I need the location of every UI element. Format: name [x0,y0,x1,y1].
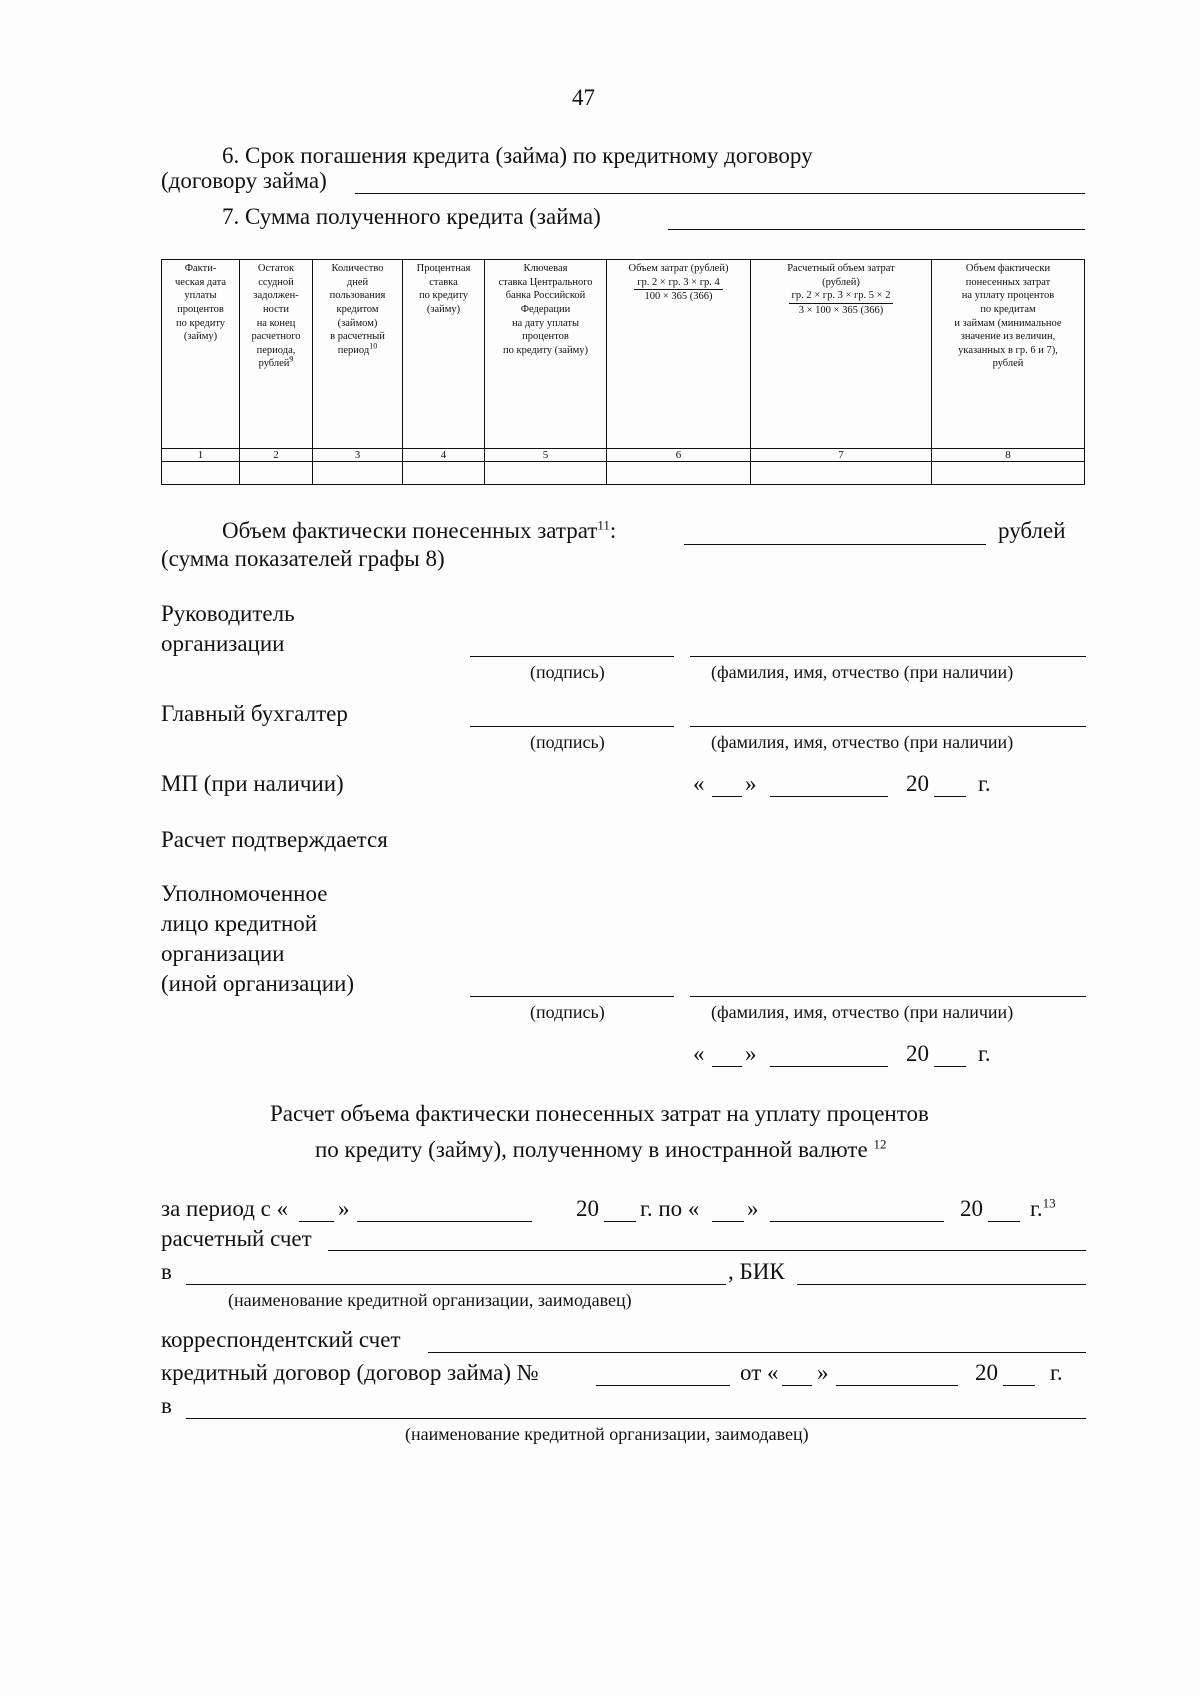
period-from-year-prefix: 20 [576,1196,599,1221]
contract-number-field[interactable] [596,1385,730,1386]
signature-caption: (подпись) [530,662,605,682]
name-caption: (фамилия, имя, отчество (при наличии) [711,1002,1014,1022]
column-number: 2 [240,449,313,462]
period-to-day-field[interactable] [712,1221,744,1222]
period-from-month-field[interactable] [357,1221,532,1222]
accountant-signature-field[interactable] [470,726,674,727]
item-7-label: 7. Сумма полученного кредита (займа) [222,204,601,229]
calculation-table [161,259,1085,485]
authorized-line2: лицо кредитной [161,911,318,936]
table-header-row [162,260,1085,449]
bank-name-field[interactable] [186,1284,726,1285]
column-number: 6 [607,449,751,462]
head-name-field[interactable] [690,656,1086,657]
table-header-cell: Факти- ческая дата уплаты процентов по кредиту (займу) [162,260,240,449]
authorized-name-field[interactable] [690,996,1086,997]
table-column-numbers [162,449,1085,462]
table-cell[interactable] [240,462,313,485]
authorized-line1: Уполномоченное [161,881,328,906]
column-number: 8 [932,449,1085,462]
column-number: 7 [751,449,932,462]
total-unit: рублей [998,518,1066,543]
settlement-account-field[interactable] [328,1250,1086,1251]
period-from-day-field[interactable] [299,1221,334,1222]
foreign-title-line1: Расчет объема фактически понесенных затрат на уплату процентов [270,1101,929,1126]
table-header-cell: Процентная ставка по кредиту (займу) [403,260,485,449]
confirmation-label: Расчет подтверждается [161,827,388,852]
table-cell[interactable] [607,462,751,485]
date-year-suffix: г. [978,1041,991,1066]
table-cell[interactable] [313,462,403,485]
settlement-account-label: расчетный счет [161,1226,312,1251]
period-by: г. по « [640,1196,700,1221]
contract-year-prefix: 20 [975,1360,998,1385]
period-to-year-field[interactable] [988,1221,1020,1222]
contract-year-suffix: г. [1050,1360,1063,1385]
date-close-quote: » [817,1360,829,1385]
date-open-quote: « [693,771,705,796]
date-year-suffix: г. [978,771,991,796]
lender-in-label: в [161,1393,172,1418]
total-note: (сумма показателей графы 8) [161,546,445,571]
period-to-year-prefix: 20 [960,1196,983,1221]
table-header-cell: Количество дней пользования кредитом (займом) в расчетный период$^{10}$ [313,260,403,449]
table-cell[interactable] [932,462,1085,485]
authorized-signature-field[interactable] [470,996,674,997]
date-close-quote: » [747,1196,759,1221]
accountant-label: Главный бухгалтер [161,701,348,726]
table-cell[interactable] [403,462,485,485]
item-6-line2: (договору займа) [161,168,327,193]
corr-account-label: корреспондентский счет [161,1327,401,1352]
lender-caption: (наименование кредитной организации, заимодавец) [405,1424,809,1444]
date-close-quote: » [745,1041,757,1066]
date-year-prefix: 20 [906,1041,929,1066]
table-cell[interactable] [162,462,240,485]
column-number: 1 [162,449,240,462]
head-label-line1: Руководитель [161,601,295,626]
table-header-cell: Расчетный объем затрат (рублей) $\frac{гр. 2 \times гр. 3 \times гр. 5 \times 2}{3 \times 100 \times 365 (366)}$ [751,260,932,449]
signature-caption: (подпись) [530,732,605,752]
bank-in-label: в [161,1259,172,1284]
lender-name-field[interactable] [186,1418,1086,1419]
contract-year-field[interactable] [1003,1385,1035,1386]
table-header-cell: Остаток ссудной задолжен- ности на конец расчетного периода, рублей$^9$ [240,260,313,449]
authorized-line3: организации [161,941,285,966]
accountant-name-field[interactable] [690,726,1086,727]
total-label: Объем фактически понесенных затрат$^{11}$: [222,517,617,543]
stamp-label: МП (при наличии) [161,771,344,796]
date-month-field[interactable] [770,1066,888,1067]
bik-label: , БИК [728,1259,785,1284]
signature-caption: (подпись) [530,1002,605,1022]
item-7-field[interactable] [668,229,1085,230]
name-caption: (фамилия, имя, отчество (при наличии) [711,732,1014,752]
bik-field[interactable] [797,1284,1086,1285]
date-year-prefix: 20 [906,771,929,796]
bank-caption: (наименование кредитной организации, заимодавец) [228,1290,632,1310]
column-number: 4 [403,449,485,462]
contract-label: кредитный договор (договор займа) № [161,1360,539,1385]
col7-formula: $\frac{гр. 2 \times гр. 3 \times гр. 5 \times 2}{3 \times 100 \times 365 (366)}$ [789,289,894,317]
table-cell[interactable] [485,462,607,485]
date-year-field[interactable] [934,796,966,797]
table-header-cell: Ключевая ставка Центрального банка Российской Федерации на дату уплаты процентов по кредиту (займу) [485,260,607,449]
table-header-cell: Объем затрат (рублей) $\frac{гр. 2 \times гр. 3 \times гр. 4}{100 \times 365 (366)}$ [607,260,751,449]
date-day-field[interactable] [712,1066,742,1067]
period-prefix: за период с « [161,1196,289,1221]
foreign-title-line2: по кредиту (займу), полученному в иностранной валюте $^{12}$ [315,1136,887,1162]
item-6-line1: 6. Срок погашения кредита (займа) по кредитному договору [222,143,813,168]
column-number: 5 [485,449,607,462]
date-open-quote: « [693,1041,705,1066]
date-month-field[interactable] [770,796,888,797]
contract-month-field[interactable] [836,1385,958,1386]
period-from-year-field[interactable] [604,1221,636,1222]
contract-from-label: от « [740,1360,779,1385]
period-to-month-field[interactable] [770,1221,944,1222]
date-close-quote: » [338,1196,350,1221]
date-day-field[interactable] [712,796,742,797]
authorized-line4: (иной организации) [161,971,354,996]
total-field[interactable] [684,544,986,545]
date-close-quote: » [745,771,757,796]
table-cell[interactable] [751,462,932,485]
period-to-year-suffix: г.$^{13}$ [1030,1195,1056,1221]
table-header-cell: Объем фактически понесенных затрат на уплату процентов по кредитам и займам (минимальное значение из величин, указанных в гр. 6 и 7), рублей [932,260,1085,449]
page-number: 47 [572,85,595,110]
name-caption: (фамилия, имя, отчество (при наличии) [711,662,1014,682]
item-6-field[interactable] [355,193,1085,194]
col6-formula: $\frac{гр. 2 \times гр. 3 \times гр. 4}{100 \times 365 (366)}$ [634,276,723,304]
table-row[interactable] [162,462,1085,485]
date-year-field[interactable] [934,1066,966,1067]
column-number: 3 [313,449,403,462]
corr-account-field[interactable] [428,1352,1086,1353]
head-signature-field[interactable] [470,656,674,657]
contract-day-field[interactable] [782,1385,812,1386]
head-label-line2: организации [161,631,285,656]
